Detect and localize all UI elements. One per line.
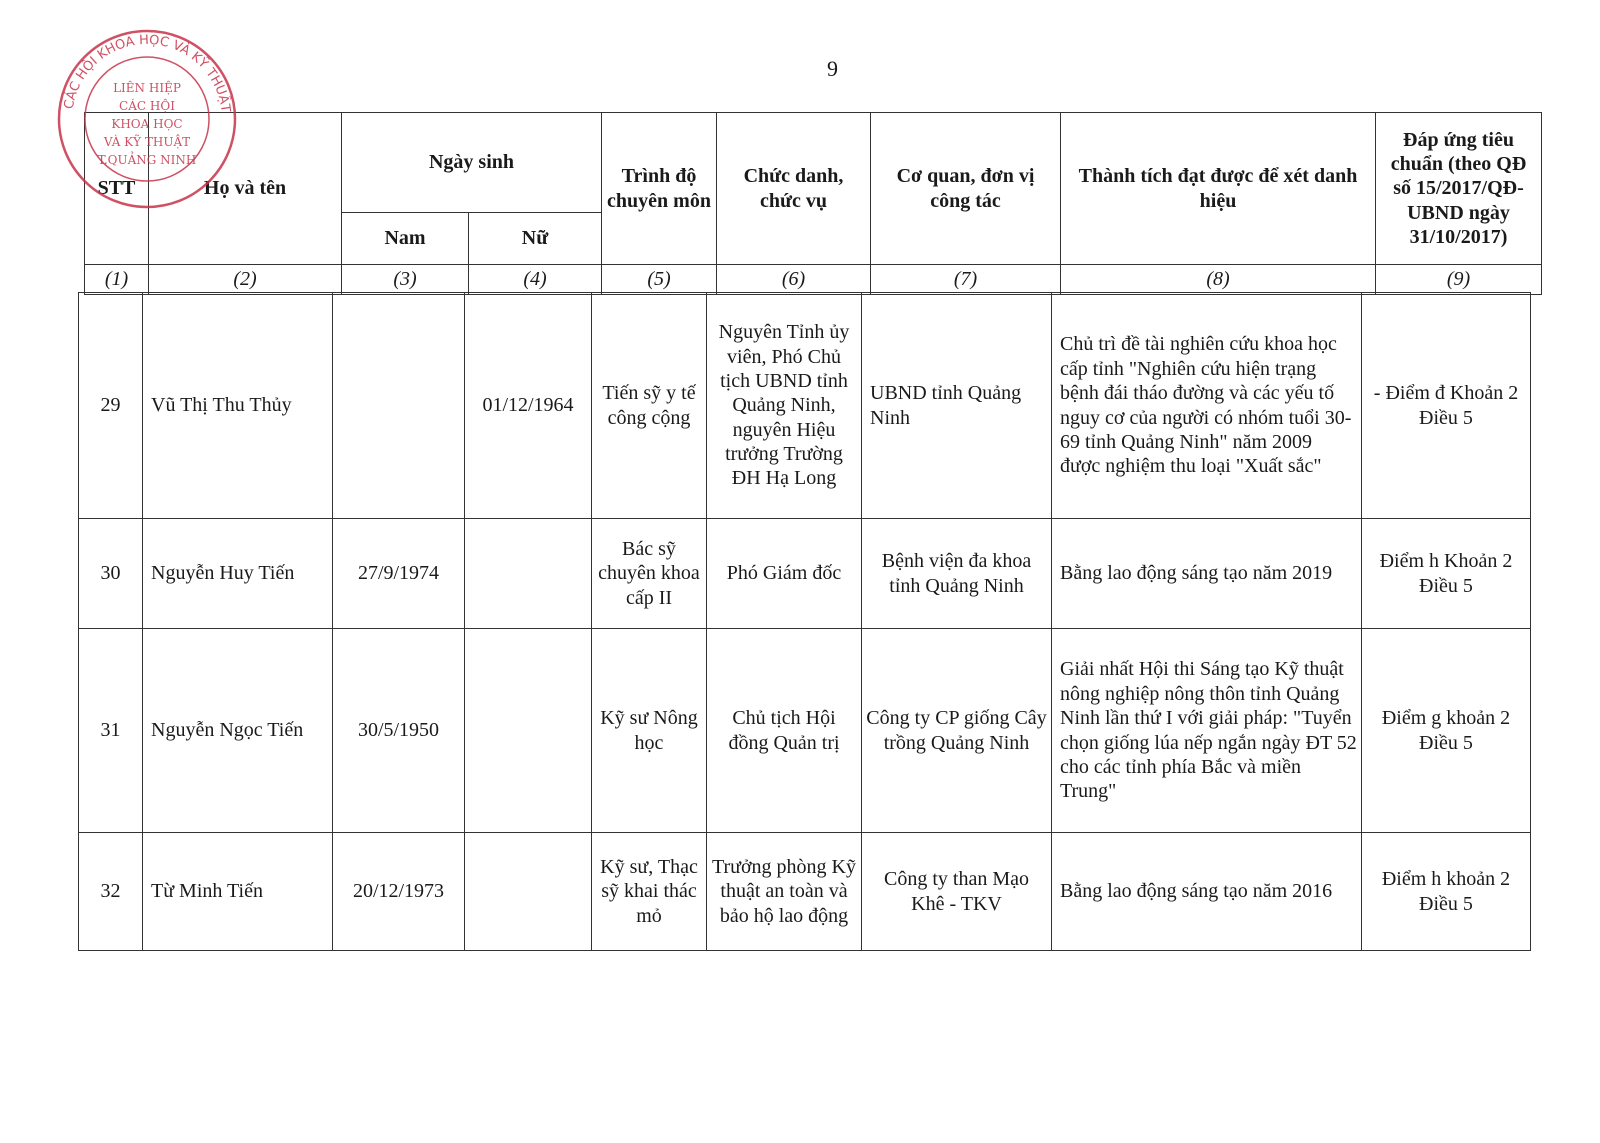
index-cell: (1)	[85, 265, 149, 295]
cell-qualification: Kỹ sư, Thạc sỹ khai thác mỏ	[592, 833, 707, 951]
cell-position: Phó Giám đốc	[707, 519, 862, 629]
cell-stt: 32	[79, 833, 143, 951]
cell-criteria: Điểm g khoản 2 Điều 5	[1362, 629, 1531, 833]
seal-line: LIÊN HIỆP	[113, 81, 181, 95]
cell-achievement: Giải nhất Hội thi Sáng tạo Kỹ thuật nông nghiệp nông thôn tỉnh Quảng Ninh lần thứ I với giải pháp: "Tuyển chọn giống lúa nếp ngắn ngày ĐT 52 cho các tỉnh phía Bắc và miền Trung"	[1052, 629, 1362, 833]
cell-criteria: Điểm h Khoản 2 Điều 5	[1362, 519, 1531, 629]
cell-stt: 29	[79, 293, 143, 519]
cell-male: 20/12/1973	[333, 833, 465, 951]
cell-name: Nguyễn Huy Tiến	[143, 519, 333, 629]
header-workplace: Cơ quan, đơn vị công tác	[871, 113, 1061, 265]
header-criteria: Đáp ứng tiêu chuẩn (theo QĐ số 15/2017/QĐ-UBND ngày 31/10/2017)	[1376, 113, 1542, 265]
header-male: Nam	[342, 213, 469, 265]
cell-male	[333, 293, 465, 519]
index-cell: (7)	[871, 265, 1061, 295]
header-stt: STT	[85, 113, 149, 265]
cell-achievement: Chủ trì đề tài nghiên cứu khoa học cấp tỉnh "Nghiên cứu hiện trạng bệnh đái tháo đường và các yếu tố nguy cơ của người có nhóm tuổi 30-69 tỉnh Quảng Ninh" năm 2009 được nghiệm thu loại "Xuất sắc"	[1052, 293, 1362, 519]
cell-qualification: Bác sỹ chuyên khoa cấp II	[592, 519, 707, 629]
cell-achievement: Bằng lao động sáng tạo năm 2019	[1052, 519, 1362, 629]
table-header	[84, 112, 1542, 295]
cell-stt: 31	[79, 629, 143, 833]
cell-criteria: - Điểm đ Khoản 2 Điều 5	[1362, 293, 1531, 519]
index-cell: (4)	[469, 265, 602, 295]
header-qualification: Trình độ chuyên môn	[602, 113, 717, 265]
cell-criteria: Điểm h khoản 2 Điều 5	[1362, 833, 1531, 951]
cell-female	[465, 833, 592, 951]
seal-line: CÁC HỘI	[119, 99, 175, 113]
index-cell: (2)	[149, 265, 342, 295]
cell-workplace: UBND tỉnh Quảng Ninh	[862, 293, 1052, 519]
seal-ring-text: CÁC HỘI KHOA HỌC VÀ KỸ THUẬT	[61, 32, 233, 114]
seal-line: VÀ KỸ THUẬT	[103, 135, 191, 149]
cell-name: Nguyễn Ngọc Tiến	[143, 629, 333, 833]
index-cell: (8)	[1061, 265, 1376, 295]
cell-achievement: Bằng lao động sáng tạo năm 2016	[1052, 833, 1362, 951]
seal-line: KHOA HỌC	[111, 117, 183, 131]
cell-qualification: Kỹ sư Nông học	[592, 629, 707, 833]
table-row	[79, 629, 1531, 833]
page-number: 9	[827, 56, 838, 81]
cell-position: Nguyên Tỉnh ủy viên, Phó Chủ tịch UBND tỉnh Quảng Ninh, nguyên Hiệu trưởng Trường ĐH Hạ Long	[707, 293, 862, 519]
cell-position: Chủ tịch Hội đồng Quản trị	[707, 629, 862, 833]
cell-name: Từ Minh Tiến	[143, 833, 333, 951]
cell-female	[465, 629, 592, 833]
index-cell: (9)	[1376, 265, 1542, 295]
seal-line: T.QUẢNG NINH	[97, 153, 197, 167]
index-cell: (3)	[342, 265, 469, 295]
cell-stt: 30	[79, 519, 143, 629]
cell-name: Vũ Thị Thu Thủy	[143, 293, 333, 519]
header-dob: Ngày sinh	[342, 113, 602, 213]
cell-male: 27/9/1974	[333, 519, 465, 629]
table-body	[78, 292, 1531, 951]
header-name: Họ và tên	[149, 113, 342, 265]
table-row	[79, 833, 1531, 951]
header-position: Chức danh, chức vụ	[717, 113, 871, 265]
cell-female: 01/12/1964	[465, 293, 592, 519]
cell-workplace: Công ty CP giống Cây trồng Quảng Ninh	[862, 629, 1052, 833]
index-cell: (5)	[602, 265, 717, 295]
table-row	[79, 293, 1531, 519]
header-female: Nữ	[469, 213, 602, 265]
index-cell: (6)	[717, 265, 871, 295]
cell-workplace: Công ty than Mạo Khê - TKV	[862, 833, 1052, 951]
cell-qualification: Tiến sỹ y tế công cộng	[592, 293, 707, 519]
cell-male: 30/5/1950	[333, 629, 465, 833]
cell-position: Trưởng phòng Kỹ thuật an toàn và bảo hộ lao động	[707, 833, 862, 951]
table-row	[79, 519, 1531, 629]
cell-workplace: Bệnh viện đa khoa tỉnh Quảng Ninh	[862, 519, 1052, 629]
header-achievement: Thành tích đạt được để xét danh hiệu	[1061, 113, 1376, 265]
cell-female	[465, 519, 592, 629]
